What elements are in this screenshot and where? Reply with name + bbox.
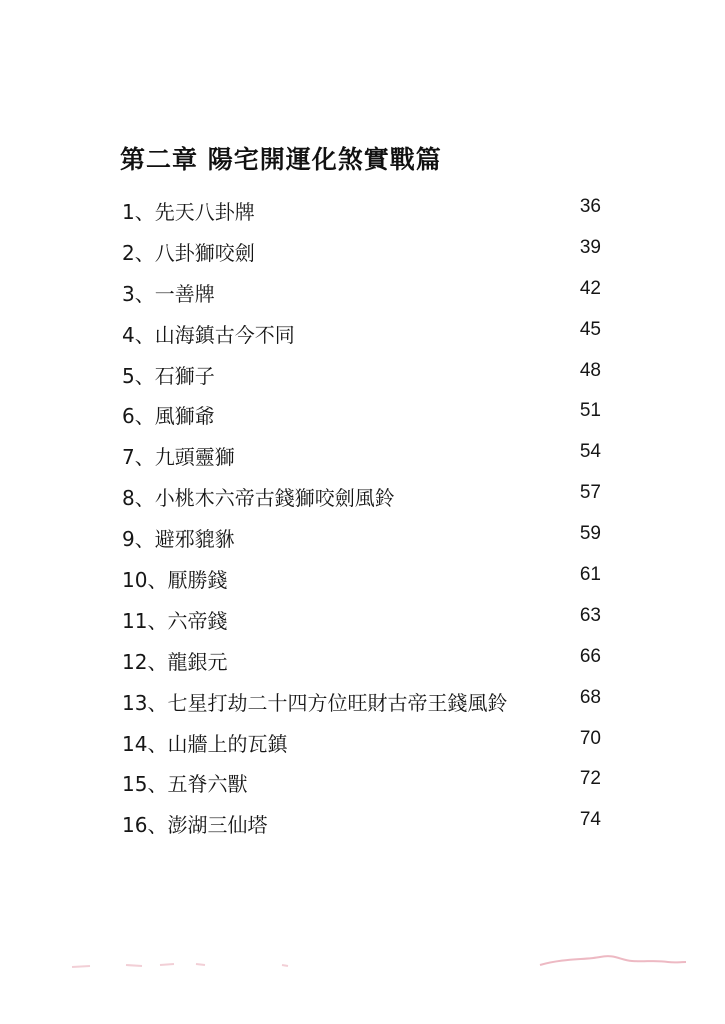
toc-entry-label: 16、澎湖三仙塔 (122, 813, 268, 838)
toc-entry-label: 4、山海鎮古今不同 (122, 322, 295, 347)
toc-entry-page-number: 48 (579, 359, 601, 381)
toc-entry-page-number: 45 (579, 318, 601, 340)
scan-mark-right (540, 956, 686, 965)
toc-entry-page-number: 63 (579, 604, 601, 626)
toc-entry (0, 760, 725, 801)
toc-entry-page-number: 36 (579, 196, 601, 217)
toc-entry-label: 10、厭勝錢 (122, 568, 228, 593)
toc-entry-page-number: 59 (579, 523, 601, 545)
toc-entry-label: 7、九頭靈獅 (122, 445, 235, 470)
toc-entry (0, 433, 725, 474)
toc-entry (0, 638, 725, 679)
toc-entry (0, 597, 725, 638)
toc-entry (0, 474, 725, 515)
toc-entry-page-number: 42 (579, 277, 601, 299)
toc-entry-page-number: 54 (579, 441, 601, 463)
toc-entry (0, 270, 725, 311)
toc-entry-page-number: 72 (579, 768, 601, 790)
scan-mark-left (72, 964, 288, 967)
toc-entry-page-number: 61 (579, 564, 601, 586)
toc-entry-label: 5、石獅子 (122, 363, 215, 388)
toc-entry (0, 229, 725, 270)
toc-entry (0, 188, 725, 229)
toc-entry (0, 801, 725, 842)
toc-entry (0, 515, 725, 556)
chapter-title: 第二章 陽宅開運化煞實戰篇 (120, 145, 442, 174)
toc-entry-label: 1、先天八卦牌 (122, 200, 255, 224)
toc-entry-page-number: 74 (579, 809, 601, 831)
toc-entry-label: 12、龍銀元 (122, 649, 228, 674)
toc-entry (0, 311, 725, 352)
toc-entry-label: 15、五脊六獸 (122, 772, 248, 797)
toc-entry-page-number: 68 (579, 686, 601, 708)
toc-entry-page-number: 39 (579, 236, 601, 258)
scan-bleed-marks (0, 940, 725, 980)
toc-entry-label: 6、風獅爺 (122, 404, 215, 429)
toc-entry (0, 352, 725, 393)
toc-entry (0, 556, 725, 597)
toc-entry-page-number: 70 (579, 727, 601, 749)
toc-entry-label: 13、七星打劫二十四方位旺財古帝王錢風鈴 (122, 690, 508, 715)
toc-entry-label: 8、小桃木六帝古錢獅咬劍風鈴 (122, 486, 395, 511)
toc-entry-label: 2、八卦獅咬劍 (122, 240, 255, 265)
toc-entry-label: 3、一善牌 (122, 281, 215, 306)
toc-entry-page-number: 66 (579, 645, 601, 667)
toc-entry-label: 11、六帝錢 (122, 608, 228, 633)
toc-entry-page-number: 57 (579, 482, 601, 504)
toc-entry (0, 679, 725, 720)
toc-entry-label: 9、避邪貔貅 (122, 527, 235, 552)
toc-entry-label: 14、山牆上的瓦鎮 (122, 731, 288, 756)
table-of-contents (0, 188, 725, 842)
toc-entry-page-number: 51 (579, 400, 601, 422)
toc-entry (0, 392, 725, 433)
toc-entry (0, 720, 725, 761)
